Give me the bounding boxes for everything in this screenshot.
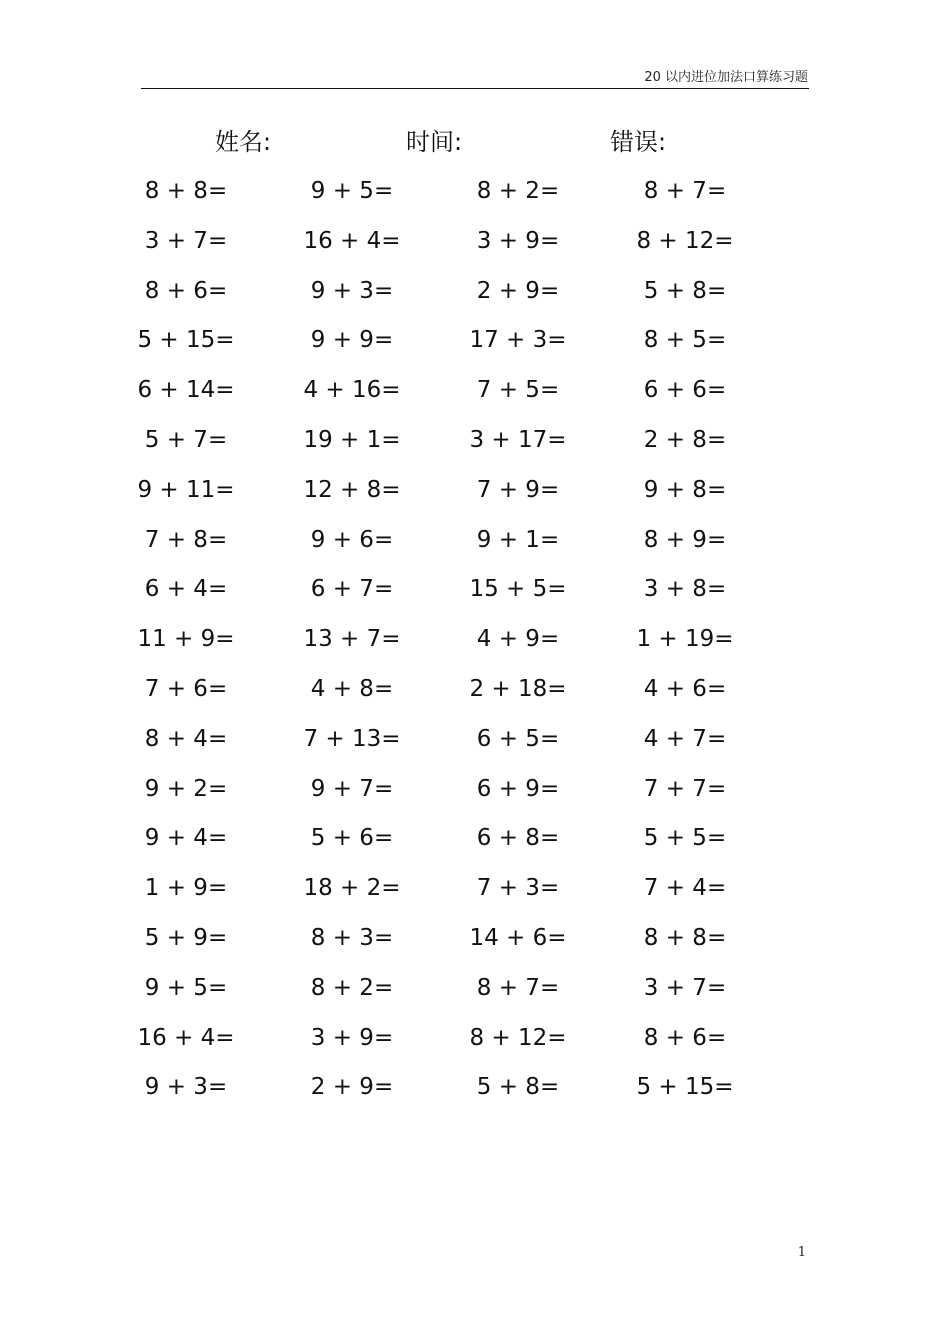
problem-item: 8 + 2= bbox=[476, 178, 560, 204]
field-errors-label: 错误: bbox=[610, 128, 667, 156]
problem-item: 4 + 8= bbox=[310, 676, 394, 702]
problem-item: 8 + 7= bbox=[476, 974, 560, 1001]
problem-item: 4 + 9= bbox=[476, 626, 560, 653]
problem-item: 13 + 7= bbox=[303, 626, 401, 653]
problem-item: 7 + 7= bbox=[643, 775, 727, 802]
problem-item: 9 + 9= bbox=[310, 327, 394, 354]
problem-item: 16 + 4= bbox=[303, 227, 401, 254]
problem-item: 5 + 8= bbox=[476, 1074, 560, 1101]
problem-item: 16 + 4= bbox=[137, 1024, 235, 1051]
problem-item: 8 + 8= bbox=[643, 925, 727, 951]
problem-item: 9 + 8= bbox=[643, 476, 727, 503]
problem-item: 7 + 3= bbox=[476, 875, 560, 902]
problem-item: 9 + 5= bbox=[310, 178, 394, 204]
problem-item: 3 + 9= bbox=[476, 227, 560, 254]
header-title: 20 以内进位加法口算练习题 bbox=[644, 70, 808, 85]
problem-item: 14 + 6= bbox=[469, 925, 567, 951]
problem-item: 8 + 5= bbox=[643, 327, 727, 354]
problem-item: 2 + 9= bbox=[476, 277, 560, 304]
problem-item: 19 + 1= bbox=[303, 427, 401, 453]
problem-item: 8 + 2= bbox=[310, 974, 394, 1001]
problem-item: 5 + 15= bbox=[137, 327, 235, 354]
problem-item: 7 + 5= bbox=[476, 377, 560, 404]
problem-item: 6 + 8= bbox=[476, 825, 560, 852]
problem-item: 6 + 5= bbox=[476, 725, 560, 752]
problem-item: 5 + 8= bbox=[643, 277, 727, 304]
problem-item: 8 + 12= bbox=[469, 1024, 567, 1051]
problem-item: 5 + 5= bbox=[643, 825, 727, 852]
problem-item: 15 + 5= bbox=[469, 576, 567, 603]
problem-item: 9 + 4= bbox=[144, 825, 228, 852]
problem-item: 7 + 8= bbox=[144, 526, 228, 553]
problem-item: 4 + 16= bbox=[303, 377, 401, 404]
problem-item: 8 + 8= bbox=[144, 178, 228, 204]
problem-item: 3 + 7= bbox=[144, 227, 228, 254]
problem-item: 18 + 2= bbox=[303, 875, 401, 902]
problem-item: 17 + 3= bbox=[469, 327, 567, 354]
problem-item: 8 + 6= bbox=[643, 1024, 727, 1051]
page-number: 1 bbox=[797, 1245, 806, 1260]
problem-item: 5 + 6= bbox=[310, 825, 394, 852]
problem-item: 1 + 19= bbox=[636, 626, 734, 653]
problem-item: 9 + 3= bbox=[310, 277, 394, 304]
problem-item: 6 + 6= bbox=[643, 377, 727, 404]
problem-item: 2 + 18= bbox=[469, 676, 567, 702]
problem-item: 9 + 3= bbox=[144, 1074, 228, 1101]
problem-item: 8 + 6= bbox=[144, 277, 228, 304]
problem-item: 8 + 4= bbox=[144, 725, 228, 752]
problem-item: 4 + 7= bbox=[643, 725, 727, 752]
problem-item: 7 + 4= bbox=[643, 875, 727, 902]
problem-item: 3 + 8= bbox=[643, 576, 727, 603]
problem-item: 1 + 9= bbox=[144, 875, 228, 902]
problem-item: 5 + 7= bbox=[144, 427, 228, 453]
problem-item: 7 + 6= bbox=[144, 676, 228, 702]
problem-item: 9 + 11= bbox=[137, 476, 235, 503]
problem-item: 3 + 9= bbox=[310, 1024, 394, 1051]
problem-item: 5 + 9= bbox=[144, 925, 228, 951]
problem-item: 9 + 6= bbox=[310, 526, 394, 553]
problem-item: 2 + 8= bbox=[643, 427, 727, 453]
problem-item: 3 + 17= bbox=[469, 427, 567, 453]
problem-item: 7 + 9= bbox=[476, 476, 560, 503]
problem-item: 6 + 14= bbox=[137, 377, 235, 404]
problem-item: 3 + 7= bbox=[643, 974, 727, 1001]
problem-item: 6 + 4= bbox=[144, 576, 228, 603]
problem-item: 6 + 7= bbox=[310, 576, 394, 603]
problem-item: 2 + 9= bbox=[310, 1074, 394, 1101]
problem-item: 12 + 8= bbox=[303, 476, 401, 503]
problem-item: 4 + 6= bbox=[643, 676, 727, 702]
problem-item: 11 + 9= bbox=[137, 626, 235, 653]
field-name-label: 姓名: bbox=[215, 128, 272, 156]
field-time-label: 时间: bbox=[406, 128, 463, 156]
problem-item: 8 + 7= bbox=[643, 178, 727, 204]
problem-item: 9 + 7= bbox=[310, 775, 394, 802]
problem-item: 9 + 1= bbox=[476, 526, 560, 553]
problem-item: 5 + 15= bbox=[636, 1074, 734, 1101]
problem-item: 6 + 9= bbox=[476, 775, 560, 802]
problem-item: 9 + 5= bbox=[144, 974, 228, 1001]
problem-item: 9 + 2= bbox=[144, 775, 228, 802]
problem-item: 8 + 9= bbox=[643, 526, 727, 553]
problem-item: 8 + 3= bbox=[310, 925, 394, 951]
problem-item: 8 + 12= bbox=[636, 227, 734, 254]
problem-item: 7 + 13= bbox=[303, 725, 401, 752]
